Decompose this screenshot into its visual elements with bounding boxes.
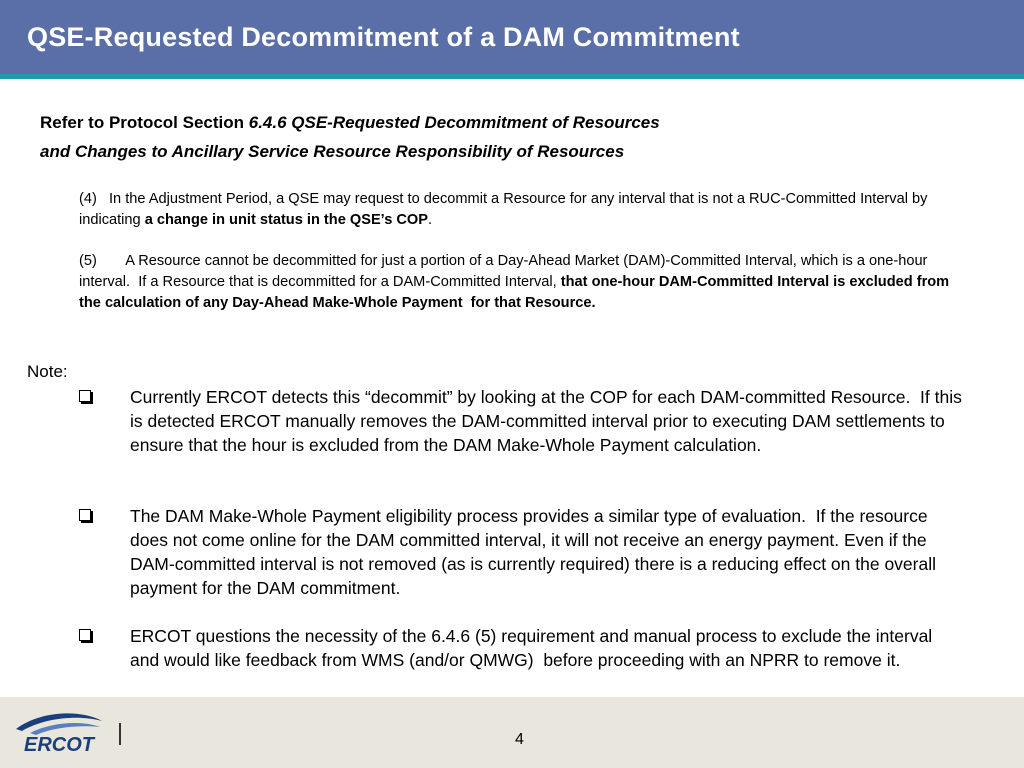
protocol-section-title-cont: and Changes to Ancillary Service Resource Responsibility of Resources — [40, 142, 625, 161]
note-label: Note: — [27, 362, 68, 381]
paragraph-5-bold: that one-hour DAM-Committed Interval is excluded from the calculation of any Day-Ahead Make-Whole Payment for that Resource. — [79, 274, 950, 311]
checkbox-bullet-icon — [79, 390, 91, 402]
protocol-section-title: 6.4.6 QSE-Requested Decommitment of Resources — [248, 113, 660, 132]
ercot-logo — [10, 707, 130, 757]
page-number: 4 — [515, 731, 524, 748]
note-bullet-text: Currently ERCOT detects this “decommit” by looking at the COP for each DAM-committed Resource. If this is detected ERCOT manually removes the DAM-committed interval prior to executing DAM settlements to ensure that the hour is excluded from the DAM Make-Whole Payment calculation. — [130, 387, 962, 455]
header-accent-stripe — [0, 74, 1024, 79]
slide-title: QSE-Requested Decommitment of a DAM Commitment — [27, 22, 740, 52]
note-bullet-text: The DAM Make-Whole Payment eligibility process provides a similar type of evaluation. If the resource does not come online for the DAM committed interval, it will not receive an energy payment. Even if the DAM-committed interval is not removed (as is currently required) there is a reducing effect on the overall payment for the DAM commitment. — [130, 506, 936, 598]
protocol-excerpt-paragraph-4 — [79, 189, 969, 231]
paragraph-4-text: (4) In the Adjustment Period, a QSE may request to decommit a Resource for any interval that is not a RUC-Committed Interval by indicating — [79, 191, 928, 228]
paragraph-5-text: (5) A Resource cannot be decommitted for just a portion of a Day-Ahead Market (DAM)-Committed Interval, which is a one-hour interval. If a Resource that is decommitted for a DAM-Committed Interval, — [79, 253, 928, 290]
protocol-excerpt-paragraph-5 — [79, 251, 969, 314]
checkbox-bullet-icon — [79, 629, 91, 641]
slide-header — [0, 0, 1024, 74]
note-bullet-text: ERCOT questions the necessity of the 6.4.6 (5) requirement and manual process to exclude the interval and would like feedback from WMS (and/or QMWG) before proceeding with an NPRR to remove it. — [130, 626, 933, 670]
checkbox-bullet-icon — [79, 509, 91, 521]
paragraph-4-bold: a change in unit status in the QSE’s COP — [144, 212, 428, 228]
logo-text: ERCOT — [24, 734, 94, 756]
protocol-reference — [40, 108, 840, 166]
protocol-reference-line1 — [40, 108, 840, 137]
footer-divider — [119, 723, 121, 745]
protocol-reference-prefix: Refer to Protocol Section — [40, 113, 249, 132]
paragraph-4-end: . — [428, 212, 433, 228]
slide-footer — [0, 697, 1024, 768]
protocol-reference-line2 — [40, 137, 840, 166]
